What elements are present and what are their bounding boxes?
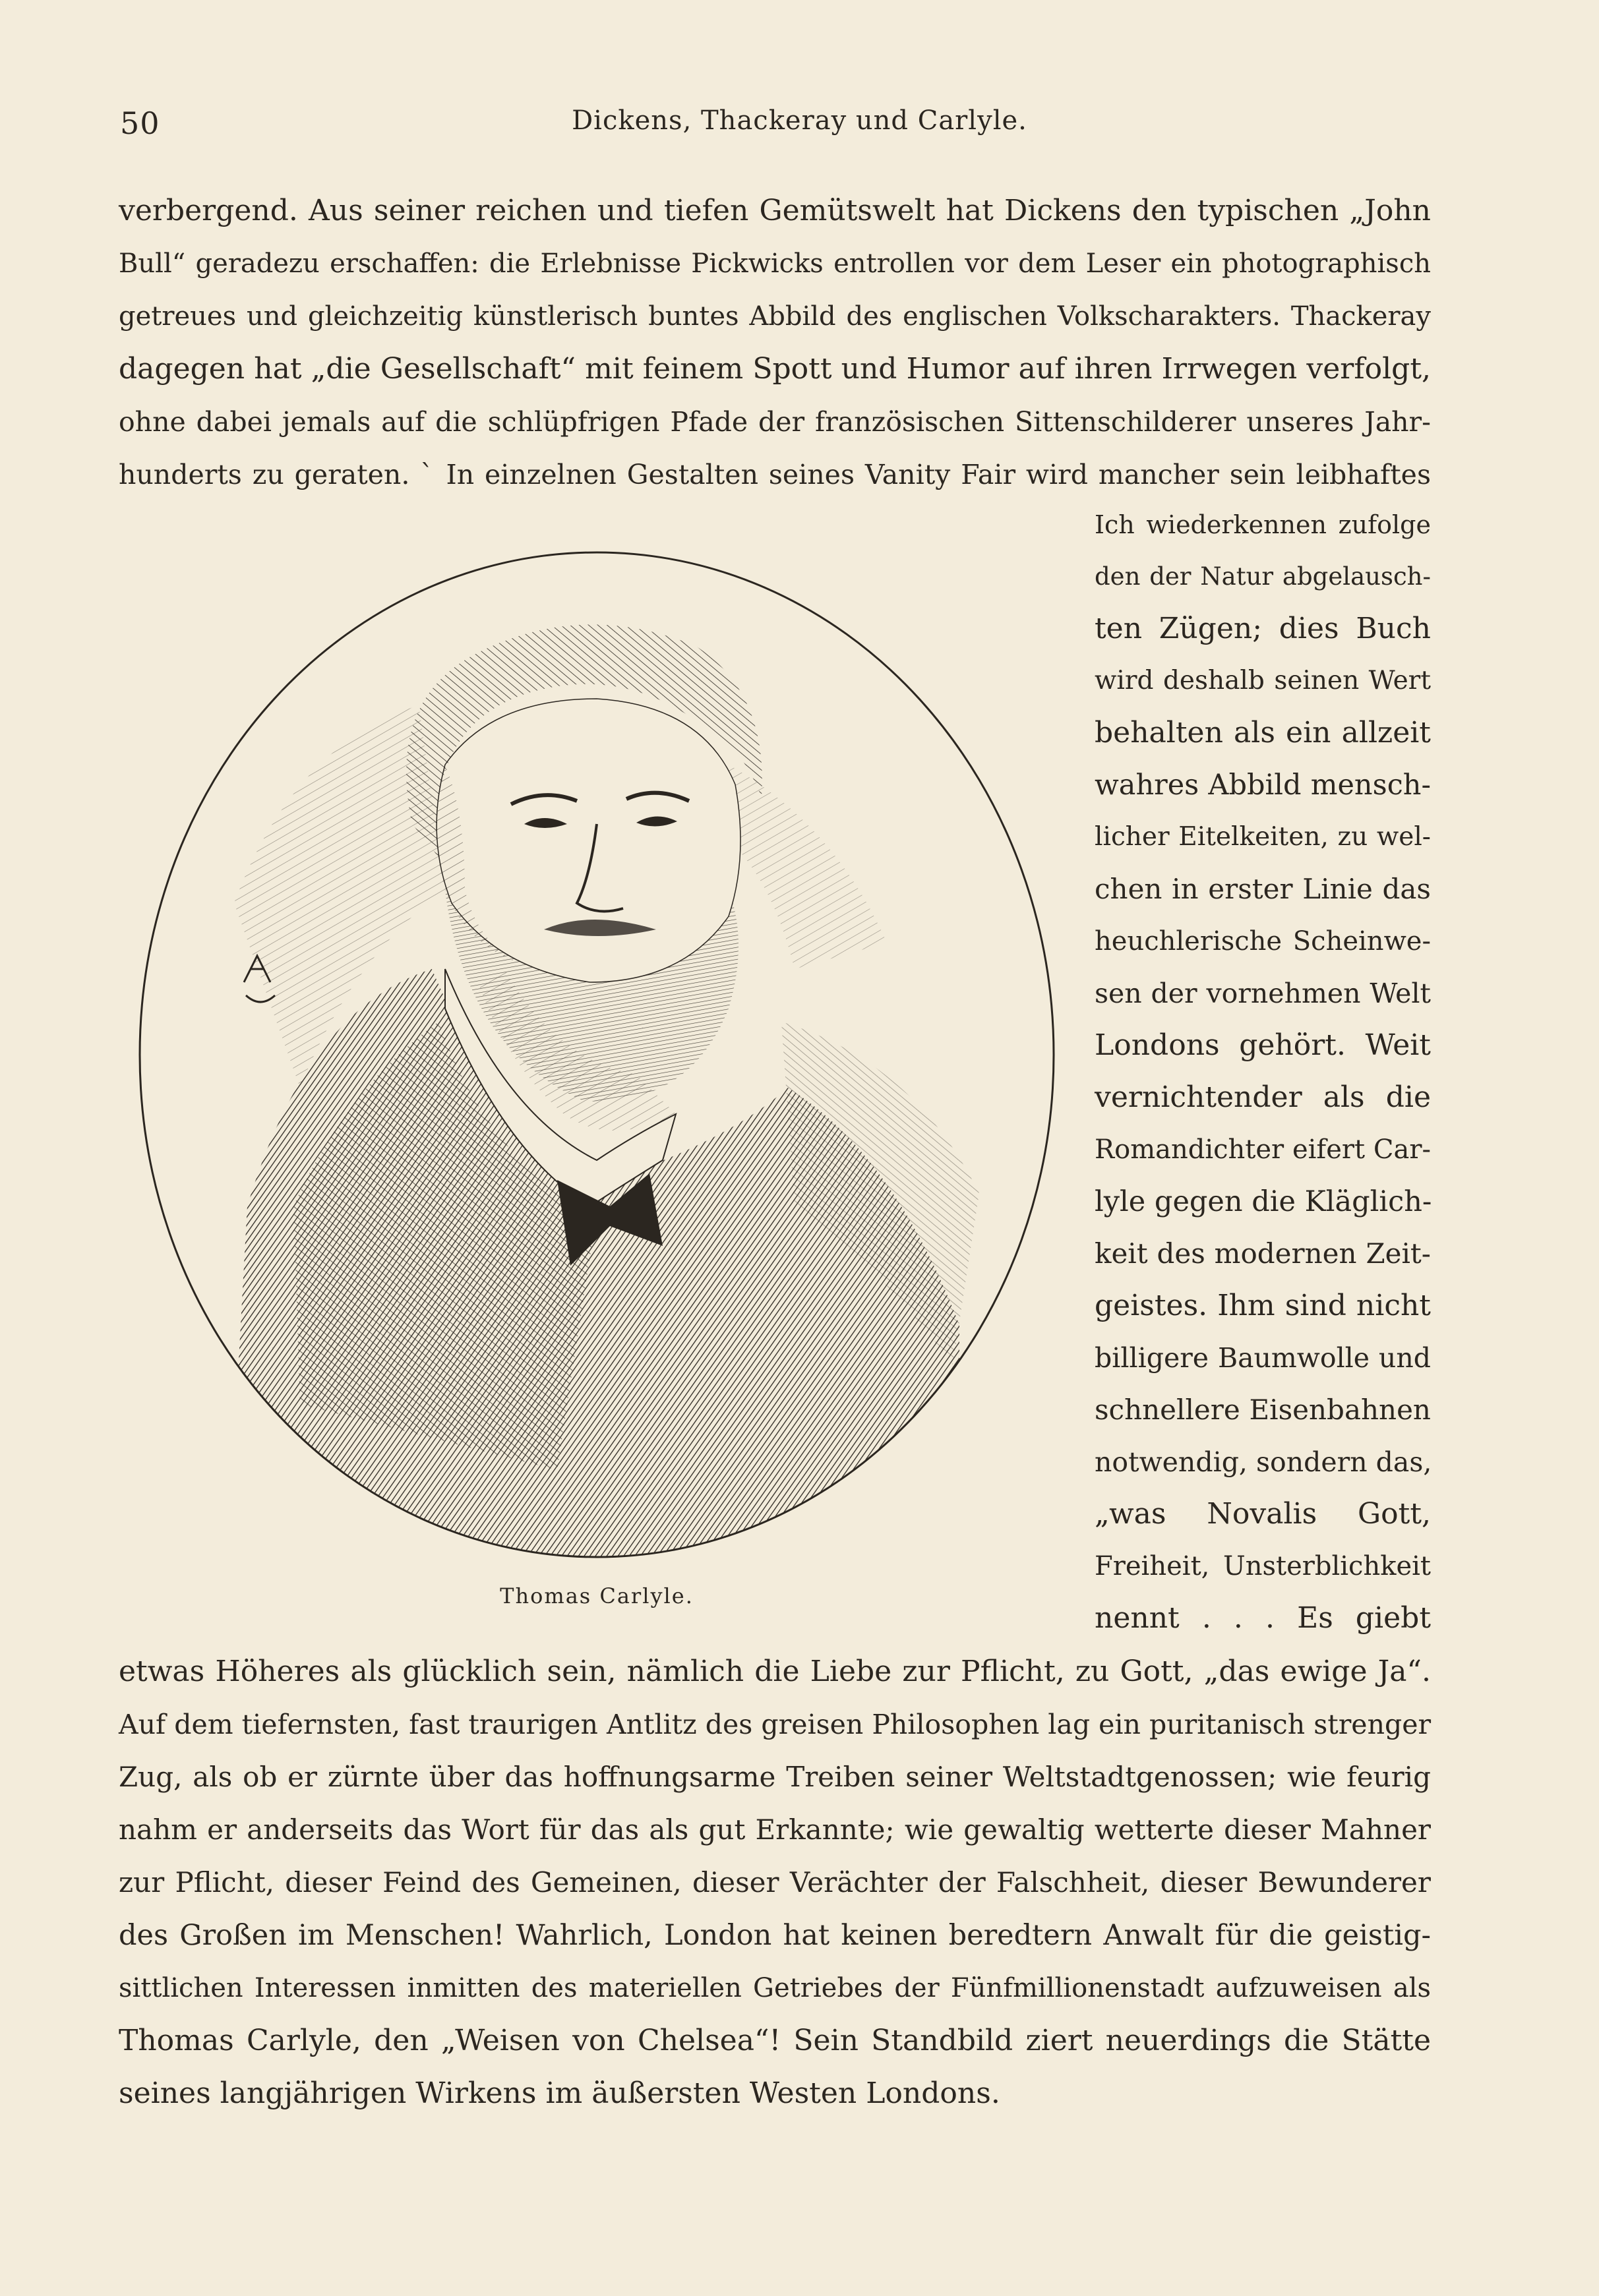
text-line: billigere Baumwolle und <box>1095 1342 1431 1374</box>
page-number: 50 <box>120 105 160 141</box>
text-line: schnellere Eisenbahnen <box>1095 1394 1431 1426</box>
text-line: „was Novalis Gott, <box>1095 1497 1431 1531</box>
text-line: sittlichen Interessen inmitten des materiellen Getriebes der Fünfmillionenstadt aufzuweisen als <box>119 1973 1431 2003</box>
text-line: nahm er anderseits das Wort für das als gut Erkannte; wie gewaltig wetterte dieser Mahner <box>119 1813 1431 1846</box>
text-line: des Großen im Menschen! Wahrlich, London hat keinen beredtern Anwalt für die geistig- <box>119 1919 1431 1952</box>
text-line: den der Natur abgelausch- <box>1095 562 1431 591</box>
text-line: zur Pflicht, dieser Feind des Gemeinen, dieser Verächter der Falschheit, dieser Bewunderer <box>119 1866 1431 1899</box>
text-line: Freiheit, Unsterblichkeit <box>1095 1551 1431 1581</box>
text-line: vernichtender als die <box>1095 1080 1431 1114</box>
portrait-engraving <box>135 547 1058 1562</box>
text-line: wird deshalb seinen Wert <box>1095 666 1431 695</box>
portrait-figure <box>135 547 1058 1562</box>
text-line: seines langjährigen Wirkens im äußersten Westen Londons. <box>119 2076 1000 2110</box>
text-line: getreues und gleichzeitig künstlerisch buntes Abbild des englischen Volkscharakters. Thackeray <box>119 301 1431 332</box>
text-line: sen der vornehmen Welt <box>1095 978 1431 1009</box>
text-line: licher Eitelkeiten, zu wel- <box>1095 822 1431 852</box>
text-line: keit des modernen Zeit- <box>1095 1237 1431 1270</box>
text-line: ten Zügen; dies Buch <box>1095 612 1431 645</box>
text-line: ohne dabei jemals auf die schlüpfrigen Pfade der französischen Sittenschilderer unseres Jahr- <box>119 406 1431 438</box>
running-head: Dickens, Thackeray und Carlyle. <box>572 105 1027 136</box>
text-line: Ich wiederkennen zufolge <box>1095 510 1431 539</box>
text-line: Thomas Carlyle, den „Weisen von Chelsea“! Sein Standbild ziert neuerdings die Stätte <box>119 2024 1431 2057</box>
text-line: behalten als ein allzeit <box>1095 716 1431 750</box>
text-line: geistes. Ihm sind nicht <box>1095 1289 1431 1322</box>
text-line: hunderts zu geraten. ˋ In einzelnen Gestalten seines Vanity Fair wird mancher sein leibhaftes <box>119 459 1431 490</box>
text-line: etwas Höheres als glücklich sein, nämlich die Liebe zur Pflicht, zu Gott, „das ewige Ja“. <box>119 1655 1431 1688</box>
text-line: Zug, als ob er zürnte über das hoffnungsarme Treiben seiner Weltstadtgenossen; wie feurig <box>119 1761 1431 1793</box>
text-line: nennt . . . Es giebt <box>1095 1601 1431 1635</box>
text-line: notwendig, sondern das, <box>1095 1446 1432 1478</box>
text-line: Romandichter eifert Car- <box>1095 1134 1431 1165</box>
text-line: Auf dem tiefernsten, fast traurigen Antlitz des greisen Philosophen lag ein puritanisch strenger <box>119 1709 1432 1740</box>
figure-caption: Thomas Carlyle. <box>500 1583 694 1608</box>
text-line: verbergend. Aus seiner reichen und tiefen Gemütswelt hat Dickens den typischen „John <box>119 194 1431 227</box>
text-line: dagegen hat „die Gesellschaft“ mit feinem Spott und Humor auf ihren Irrwegen verfolgt, <box>119 352 1431 386</box>
text-line: lyle gegen die Kläglich- <box>1095 1185 1432 1218</box>
text-line: Bull“ geradezu erschaffen: die Erlebnisse Pickwicks entrollen vor dem Leser ein photographisch <box>119 249 1431 279</box>
text-line: Londons gehört. Weit <box>1095 1028 1431 1062</box>
text-line: wahres Abbild mensch- <box>1095 769 1431 802</box>
text-line: heuchlerische Scheinwe- <box>1095 926 1431 957</box>
text-line: chen in erster Linie das <box>1095 873 1431 905</box>
